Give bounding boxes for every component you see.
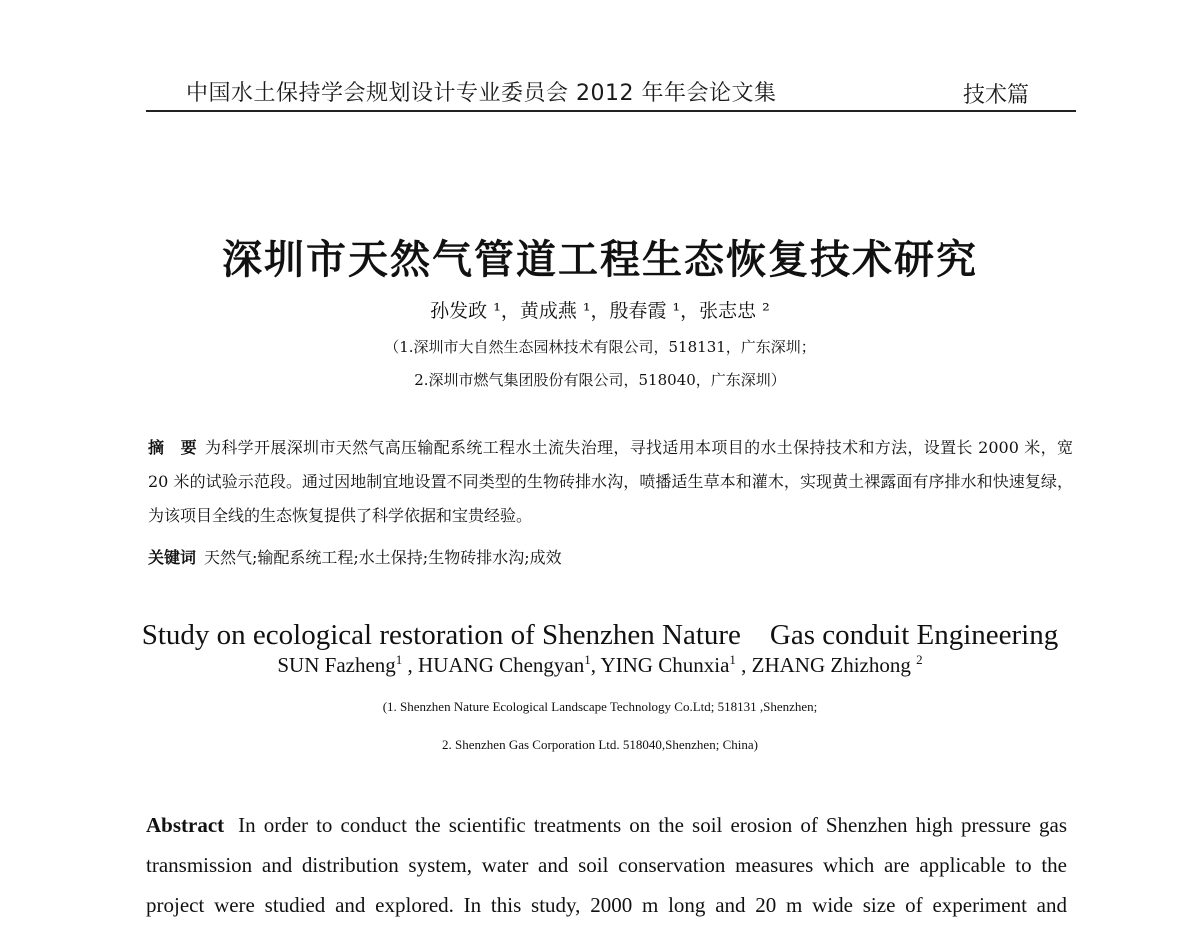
english-affiliation-2: 2. Shenzhen Gas Corporation Ltd. 518040,Shenzhen; China) [442, 737, 758, 752]
chinese-authors: 孙发政 ¹，黄成燕 ¹，殷春霞 ¹，张志忠 ² [430, 300, 770, 322]
author-1: SUN Fazheng [277, 653, 396, 677]
english-title: Study on ecological restoration of Shenzhen Nature Gas conduit Engineering [141, 619, 1059, 651]
chinese-keywords-text: 天然气;输配系统工程;水土保持;生物砖排水沟;成效 [204, 548, 562, 567]
chinese-abstract-label: 摘 要 [148, 438, 198, 457]
chinese-keywords [148, 545, 562, 568]
author-1-sup: 1 [395, 652, 403, 667]
header-rule [146, 110, 1076, 112]
chinese-abstract-text: 为科学开展深圳市天然气高压输配系统工程水土流失治理，寻找适用本项目的水土保持技术和方法，设置长 2000 米，宽 20 米的试验示范段。通过因地制宜地设置不同类型的生物砖排水沟，喷播适生草本和灌木，实现黄土裸露面有序排水和快速复绿，为该项目全线的生态恢复提供了科学依据和宝贵经验。 [148, 438, 1073, 525]
author-2: , HUANG Chengyan [402, 653, 585, 677]
author-4: , ZHANG Zhizhong [735, 653, 917, 677]
author-4-sup: 2 [916, 652, 923, 667]
english-abstract [146, 805, 1067, 925]
english-abstract-label: Abstract [146, 813, 225, 837]
running-header-right: 技术篇 [963, 83, 1030, 108]
chinese-affiliation-1: （1.深圳市大自然生态园林技术有限公司，518131，广东深圳； [384, 338, 816, 356]
english-abstract-text: In order to conduct the scientific treatments on the soil erosion of Shenzhen high pressure gas transmission and distribution system, water and soil conservation measures which are applicable to the project were studied and explored. In this study, 2000 m long and 20 m wide size of experiment and [146, 813, 1067, 917]
chinese-keywords-label: 关键词 [148, 548, 197, 567]
chinese-affiliation-2: 2.深圳市燃气集团股份有限公司，518040，广东深圳） [414, 371, 786, 389]
chinese-abstract [148, 431, 1073, 533]
author-3: , YING Chunxia [590, 653, 730, 677]
author-3-sup: 1 [729, 652, 736, 667]
running-header-left: 中国水土保持学会规划设计专业委员会 2012 年年会论文集 [186, 81, 777, 106]
english-affiliation-1: (1. Shenzhen Nature Ecological Landscape Technology Co.Ltd; 518131 ,Shenzhen; [382, 699, 818, 714]
english-authors [0, 652, 1200, 678]
author-2-sup: 1 [584, 652, 591, 667]
chinese-title: 深圳市天然气管道工程生态恢复技术研究 [222, 237, 978, 283]
